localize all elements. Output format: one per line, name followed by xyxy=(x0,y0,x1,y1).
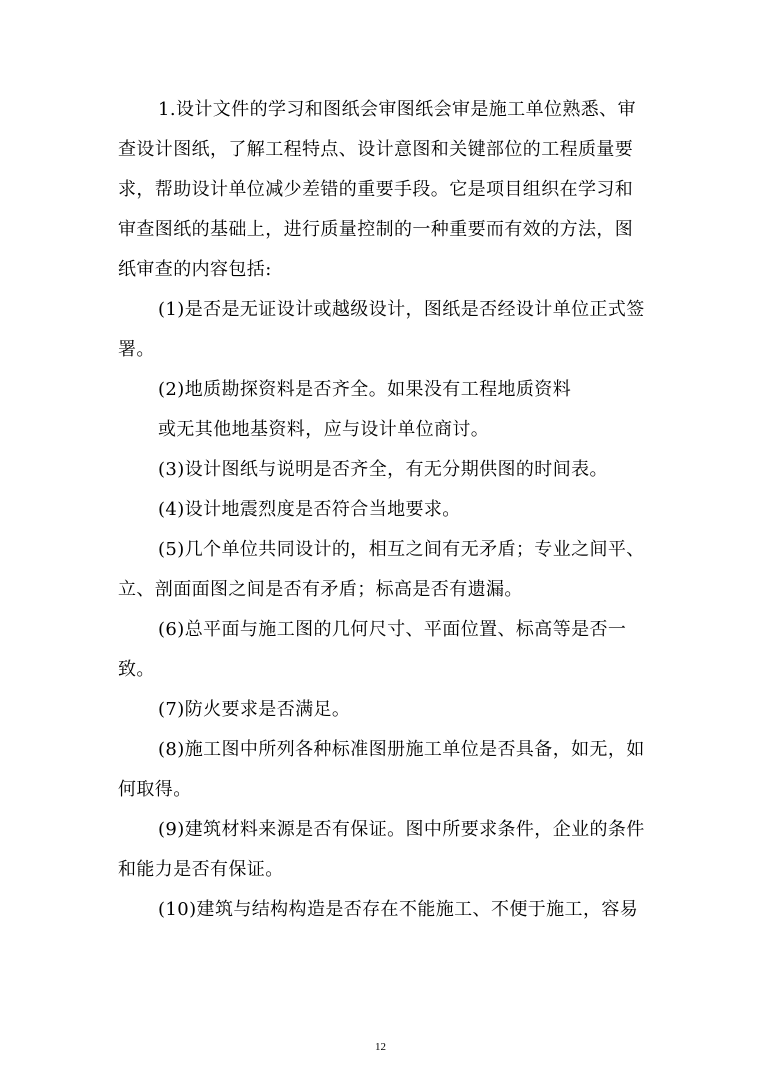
paragraph-item-2-line-1: (2)地质勘探资料是否齐全。如果没有工程地质资料 xyxy=(158,379,572,400)
paragraph-design-review-intro: 1.设计文件的学习和图纸会审图纸会审是施工单位熟悉、审查设计图纸，了解工程特点、设计意图和关键部位的工程质量要求，帮助设计单位减少差错的重要手段。它是项目组织在学习和审查图纸的基础上，进行质量控制的一种重要而有效的方法，图纸审查的内容包括: xyxy=(118,99,636,280)
page-number: 12 xyxy=(375,1041,386,1053)
paragraph-item-4: (4)设计地震烈度是否符合当地要求。 xyxy=(158,499,461,520)
paragraph-item-7: (7)防火要求是否满足。 xyxy=(158,699,351,720)
paragraph-item-9: (9)建筑材料来源是否有保证。图中所要求条件，企业的条件和能力是否有保证。 xyxy=(118,819,645,880)
document-body xyxy=(118,90,648,930)
paragraph-item-6: (6)总平面与施工图的几何尺寸、平面位置、标高等是否一致。 xyxy=(118,619,627,680)
paragraph-item-2-line-2: 或无其他地基资料，应与设计单位商讨。 xyxy=(158,419,490,440)
paragraph-item-1: (1)是否是无证设计或越级设计，图纸是否经设计单位正式签署。 xyxy=(118,299,645,360)
paragraph-item-10: (10)建筑与结构构造是否存在不能施工、不便于施工，容易 xyxy=(158,899,639,920)
paragraph-item-3: (3)设计图纸与说明是否齐全，有无分期供图的时间表。 xyxy=(158,459,608,480)
paragraph-item-8: (8)施工图中所列各种标准图册施工单位是否具备，如无，如何取得。 xyxy=(118,739,645,800)
paragraph-item-5: (5)几个单位共同设计的，相互之间有无矛盾；专业之间平、立、剖面面图之间是否有矛盾；标高是否有遗漏。 xyxy=(118,539,645,600)
